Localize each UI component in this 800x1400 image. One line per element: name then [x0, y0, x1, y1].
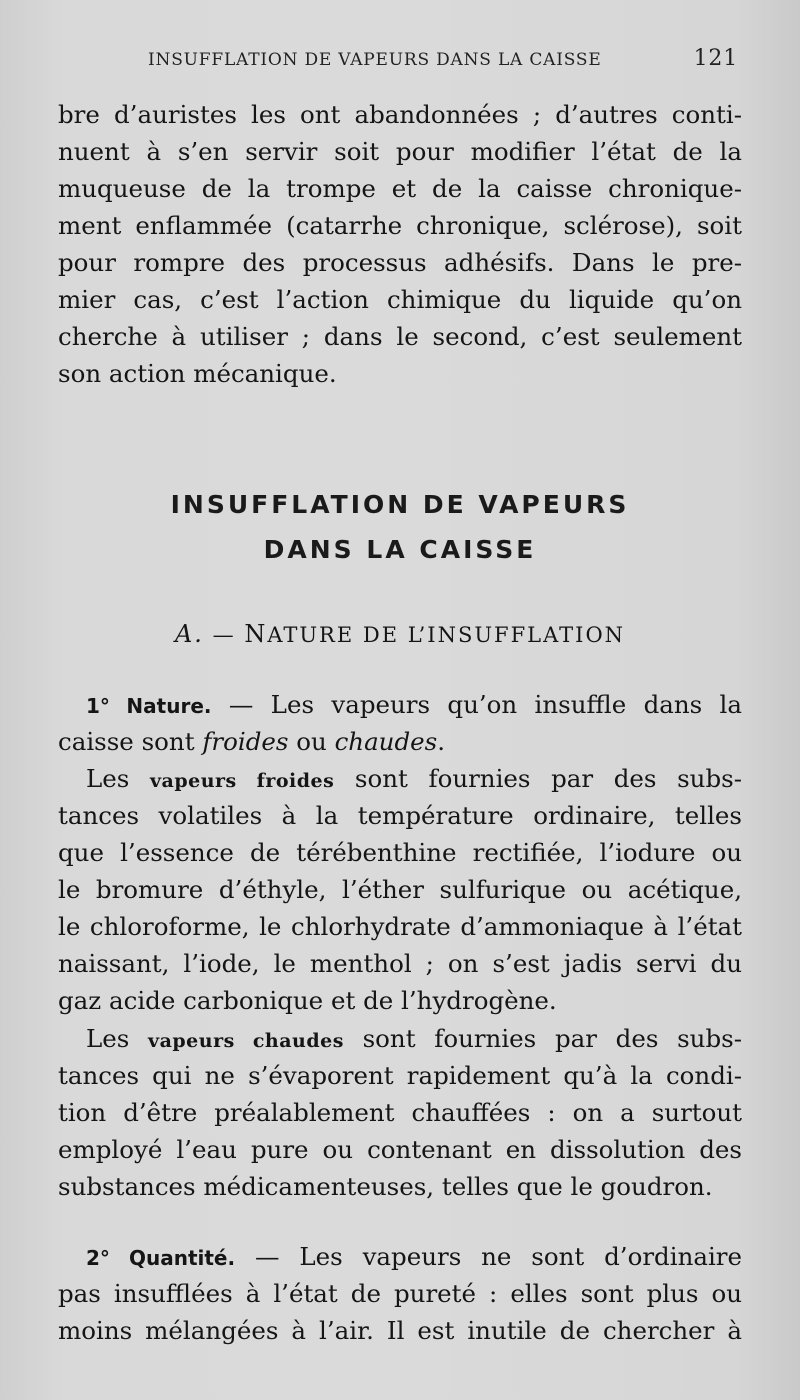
subsection-title-rest: ATURE DE L’INSUFFLATION — [267, 623, 626, 647]
froides-term: vapeurs froides — [149, 770, 335, 792]
italic-froides: froides — [202, 727, 289, 756]
text-line: son action mécanique. — [58, 359, 337, 388]
text-line: pour rompre des processus adhésifs. Dans le pre- — [58, 248, 742, 277]
text-line: muqueuse de la trompe et de la caisse chronique- — [58, 174, 742, 203]
running-title: INSUFFLATION DE VAPEURS DANS LA CAISSE — [148, 50, 602, 70]
running-header — [148, 46, 740, 76]
nature-text: — Les vapeurs qu’on insuffle dans la — [228, 690, 742, 719]
text-line: que l’essence de térébenthine rectifiée, l’iodure ou — [58, 838, 742, 867]
text-line: tances volatiles à la température ordinaire, telles — [58, 801, 742, 830]
nature-text: . — [437, 727, 446, 756]
text-line — [58, 1238, 742, 1275]
text-line — [58, 723, 742, 760]
intro-paragraph — [58, 96, 742, 392]
text-line: ment enflammée (catarrhe chronique, sclérose), soit — [58, 211, 742, 240]
text-line: bre d’auristes les ont abandonnées ; d’autres conti- — [58, 100, 742, 129]
nature-text: caisse sont — [58, 727, 203, 756]
section-title-line1: INSUFFLATION DE VAPEURS — [170, 490, 630, 519]
text-line: employé l’eau pure ou contenant en dissolution des — [58, 1135, 742, 1164]
text-line: cherche à utiliser ; dans le second, c’est seulement — [58, 322, 742, 351]
quantite-paragraph — [58, 1238, 742, 1349]
text-line: naissant, l’iode, le menthol ; on s’est jadis servi du — [58, 949, 742, 978]
subsection-dash: — — [212, 623, 236, 647]
text-line — [58, 686, 742, 723]
section-title-line2: DANS LA CAISSE — [263, 535, 537, 564]
text-line — [58, 1020, 742, 1057]
nature-paragraph — [58, 686, 742, 760]
nature-label: 1° Nature. — [86, 694, 212, 718]
quantite-label: 2° Quantité. — [86, 1246, 236, 1270]
text-line: moins mélangées à l’air. Il est inutile de chercher à — [58, 1316, 742, 1345]
italic-chaudes: chaudes — [334, 727, 438, 756]
text-line: substances médicamenteuses, telles que le goudron. — [58, 1172, 713, 1201]
text-line: le chloroforme, le chlorhydrate d’ammoniaque à l’état — [58, 912, 742, 941]
froides-paragraph — [58, 760, 742, 1019]
chaudes-paragraph — [58, 1020, 742, 1205]
chaudes-term: vapeurs chaudes — [148, 1030, 344, 1052]
subsection-title — [0, 620, 800, 648]
chaudes-text: sont fournies par des subs- — [343, 1024, 742, 1053]
chaudes-text: Les — [86, 1024, 149, 1053]
subsection-title-initial: N — [244, 620, 268, 648]
text-line: pas insufflées à l’état de pureté : elles sont plus ou — [58, 1279, 742, 1308]
text-line — [58, 760, 742, 797]
subsection-letter: A. — [174, 620, 204, 648]
froides-text: Les — [86, 764, 150, 793]
page-number: 121 — [693, 46, 738, 71]
quantite-text: — Les vapeurs ne sont d’ordinaire — [235, 1242, 743, 1271]
text-line: tion d’être préalablement chauffées : on a surtout — [58, 1098, 742, 1127]
text-line: le bromure d’éthyle, l’éther sulfurique ou acétique, — [58, 875, 742, 904]
froides-text: sont fournies par des subs- — [334, 764, 742, 793]
text-line: tances qui ne s’évaporent rapidement qu’à la condi- — [58, 1061, 742, 1090]
text-line: gaz acide carbonique et de l’hydrogène. — [58, 986, 557, 1015]
text-line: nuent à s’en servir soit pour modifier l’état de la — [58, 137, 742, 166]
text-line: mier cas, c’est l’action chimique du liquide qu’on — [58, 285, 742, 314]
nature-text: ou — [288, 727, 335, 756]
